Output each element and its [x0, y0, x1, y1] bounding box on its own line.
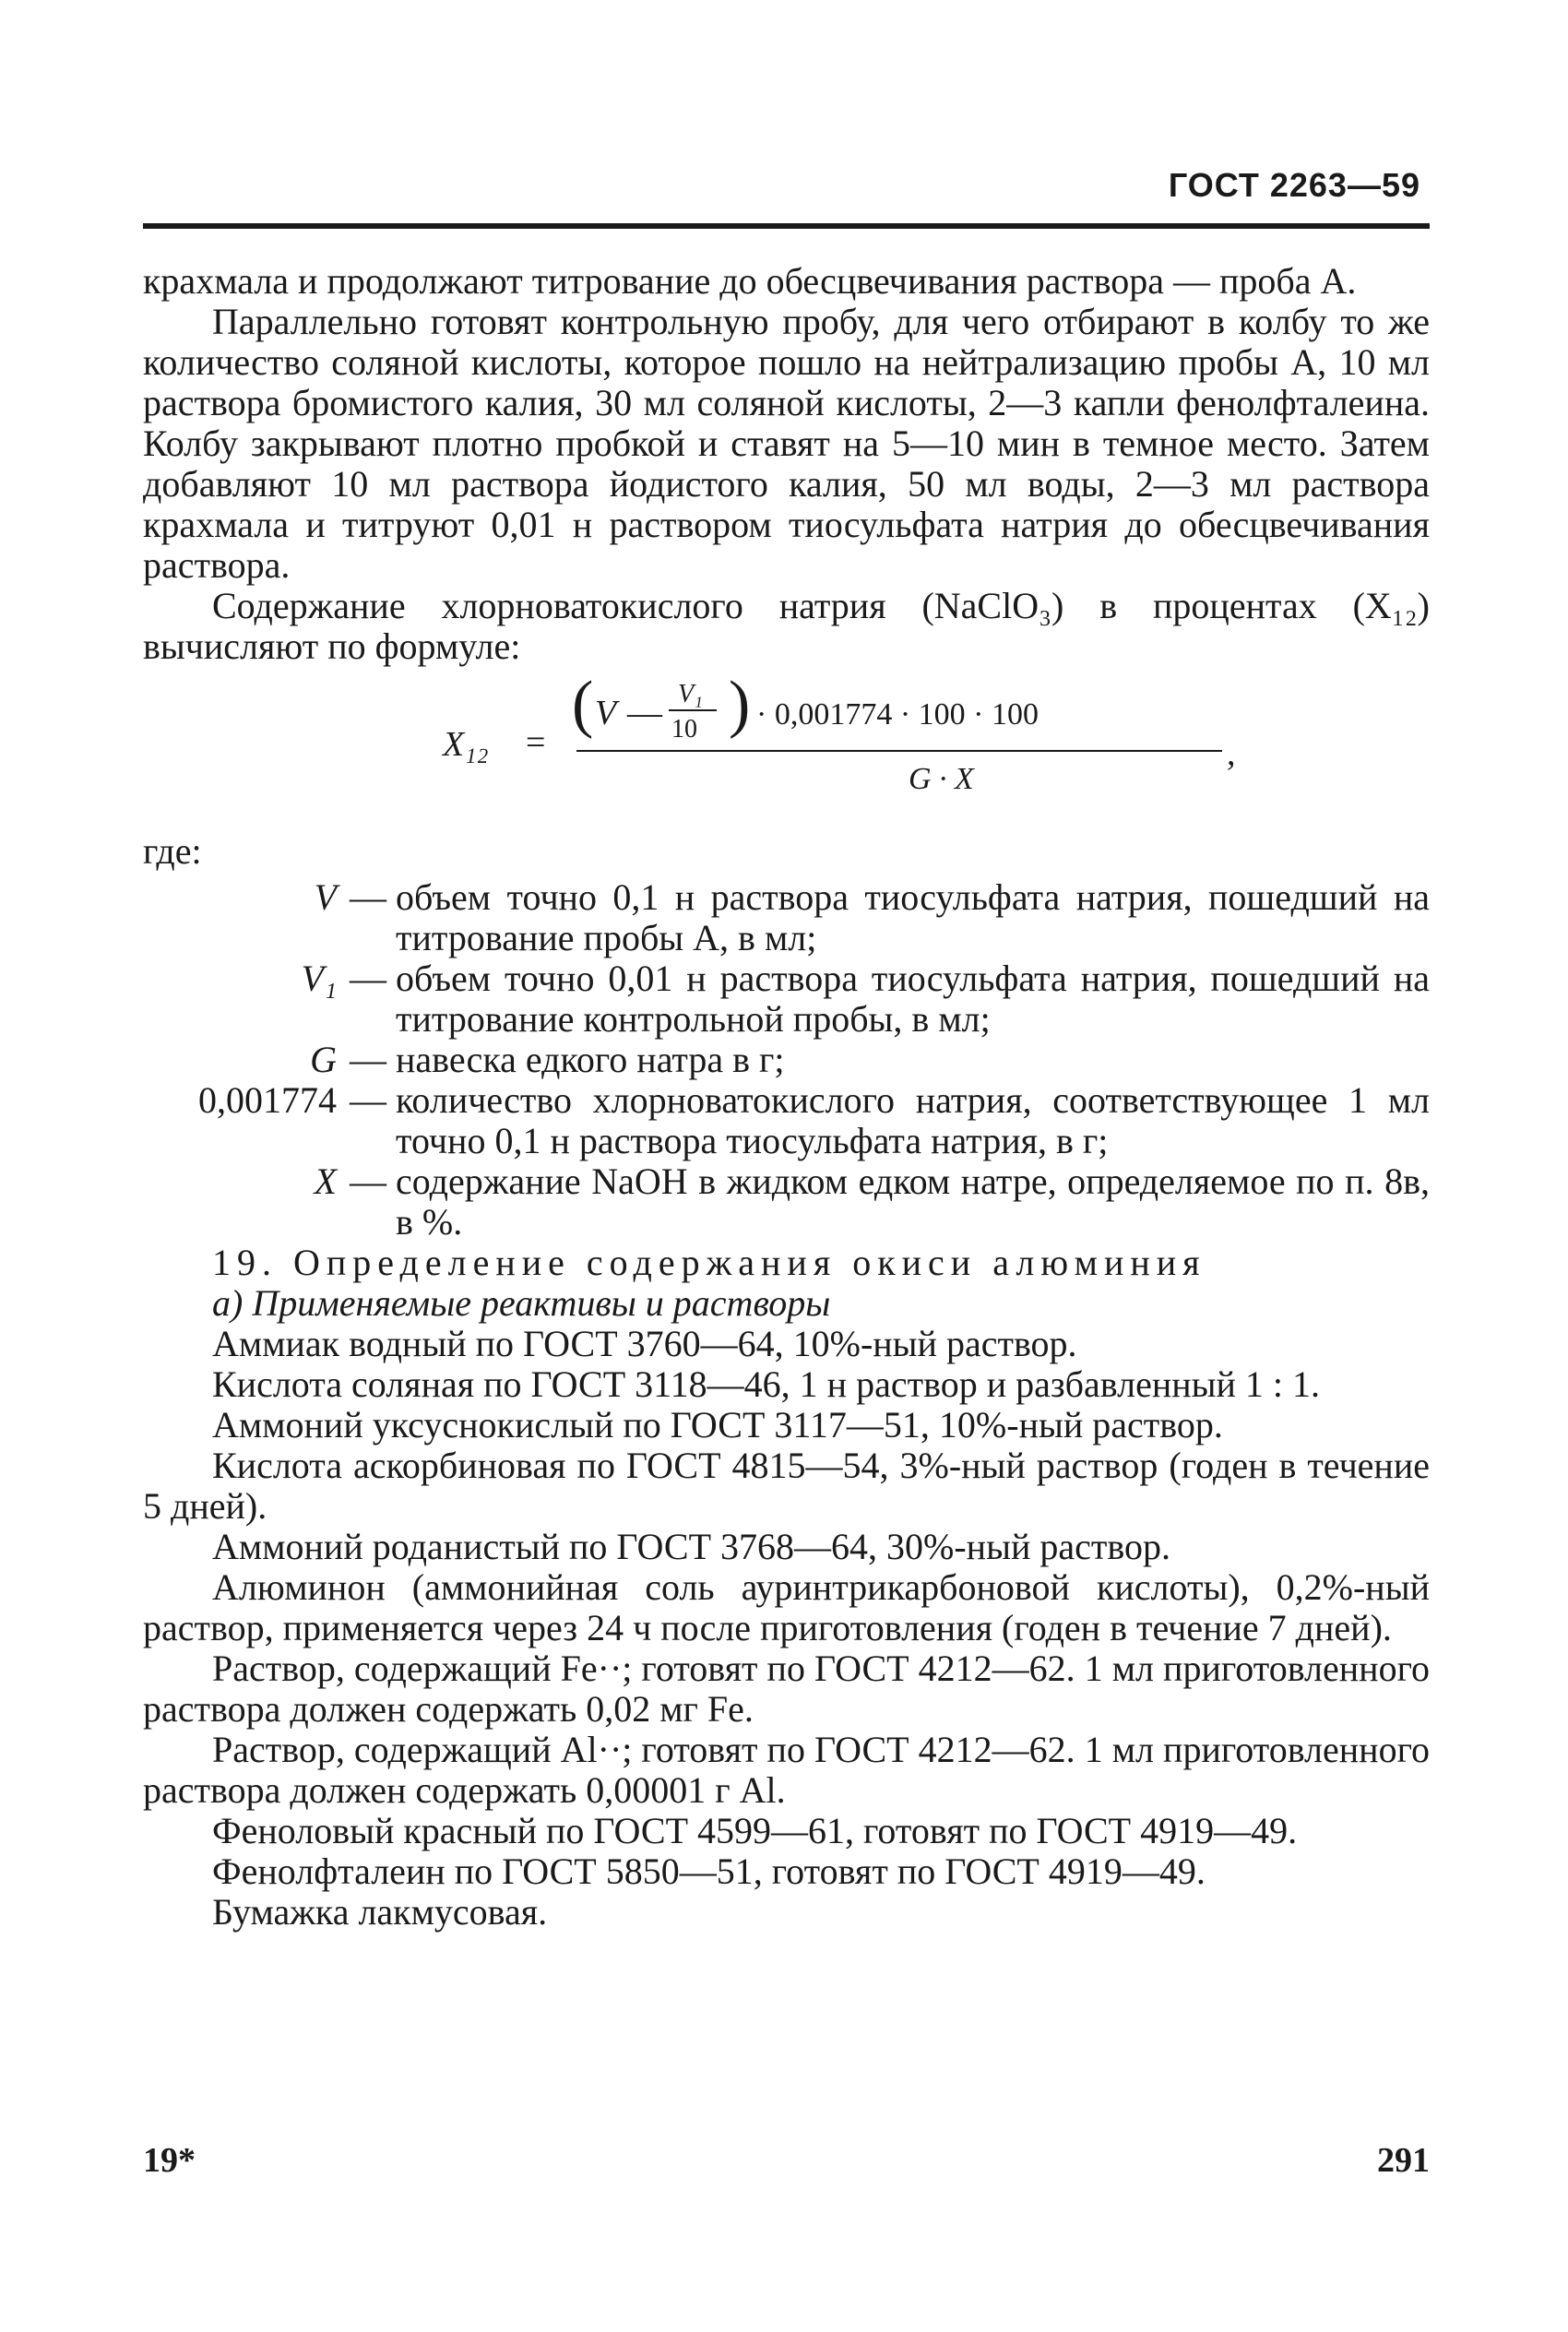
formula-lhs: X₁₂ [443, 725, 489, 764]
paragraph-continuation: крахмала и продолжают титрование до обесцвечивания раствора — проба А. [143, 260, 1357, 302]
definition-text: навеска едкого натра в г; [396, 1039, 785, 1080]
formula-x12 [143, 669, 1430, 816]
reagent-item: Аммоний уксуснокислый по ГОСТ 3117—51, 10%-ный раствор. [212, 1404, 1223, 1446]
definition-text: объем точно 0,1 н раствора тиосульфата натрия, пошедший на титрование пробы А, в мл; [396, 876, 1430, 958]
definition-symbol: V₁ [301, 958, 337, 999]
definition-row [143, 958, 1430, 1040]
definition-row [143, 1080, 1430, 1161]
definition-text: содержание NaOH в жидком едком натре, определяемое по п. 8в, в %. [396, 1160, 1430, 1243]
definition-row [143, 877, 1430, 958]
definition-symbol: G [310, 1039, 337, 1080]
header-rule [143, 223, 1430, 229]
section-heading: 19. Определение содержания окиси алюминия [212, 1242, 1206, 1283]
definitions-table [143, 877, 1430, 1243]
standard-number: ГОСТ 2263—59 [1168, 166, 1420, 204]
page-number: 291 [1377, 2141, 1430, 2180]
definition-dash: — [350, 1079, 386, 1121]
formula-fraction-bar [576, 750, 1222, 752]
reagent-item: Кислота аскорбиновая по ГОСТ 4815—54, 3%-ный раствор (годен в течение 5 дней). [143, 1445, 1430, 1527]
definition-row [143, 1161, 1430, 1243]
definition-row [143, 1040, 1430, 1080]
definition-symbol: V [314, 876, 337, 918]
formula-v: V [595, 694, 617, 732]
reagent-item: Алюминон (аммонийная соль ауринтрикарбоновой кислоты), 0,2%-ный раствор, применяется через 24 ч после приготовления (годен в течение 7 дней). [143, 1566, 1430, 1648]
formula-multipliers: · 0,001774 · 100 · 100 [756, 697, 1039, 732]
definition-dash: — [350, 1160, 386, 1202]
page-body [143, 261, 1430, 1933]
formula-equals: = [526, 723, 546, 762]
definition-dash: — [350, 876, 386, 918]
reagent-item: Аммоний роданистый по ГОСТ 3768—64, 30%-ный раствор. [212, 1526, 1170, 1567]
formula-denominator: G · X [909, 762, 974, 796]
formula-frac-denominator: 10 [671, 715, 697, 744]
page-header [143, 138, 1430, 240]
paren-right: ) [729, 669, 751, 740]
section-subheading: а) Применяемые реактивы и растворы [212, 1282, 831, 1324]
signature-mark: 19* [143, 2141, 196, 2180]
definition-symbol: X [314, 1160, 337, 1202]
formula-minus: — [627, 694, 662, 732]
reagent-item: Раствор, содержащий Al··; готовят по ГОСТ 4212—62. 1 мл приготовленного раствора должен содержать 0,00001 г Al. [143, 1729, 1430, 1811]
reagent-item: Аммиак водный по ГОСТ 3760—64, 10%-ный раствор. [212, 1323, 1077, 1364]
definition-dash: — [350, 1039, 386, 1080]
reagent-item: Раствор, содержащий Fe··; готовят по ГОСТ 4212—62. 1 мл приготовленного раствора должен содержать 0,02 мг Fe. [143, 1648, 1430, 1730]
formula-frac-numerator: V₁ [678, 680, 703, 708]
formula-numerator [572, 669, 1218, 744]
reagent-item: Феноловый красный по ГОСТ 4599—61, готовят по ГОСТ 4919—49. [212, 1810, 1298, 1851]
definition-text: количество хлорноватокислого натрия, соответствующее 1 мл точно 0,1 н раствора тиосульфата натрия, в г; [396, 1079, 1430, 1161]
definition-dash: — [350, 958, 386, 999]
reagent-item: Бумажка лакмусовая. [212, 1891, 548, 1933]
paren-left: ( [572, 669, 594, 740]
where-label: где: [143, 830, 202, 872]
reagent-item: Фенолфталеин по ГОСТ 5850—51, готовят по ГОСТ 4919—49. [212, 1850, 1206, 1892]
definition-symbol: 0,001774 [198, 1079, 337, 1121]
formula-comma: , [1227, 734, 1236, 773]
reagent-item: Кислота соляная по ГОСТ 3118—46, 1 н раствор и разбавленный 1 : 1. [212, 1363, 1321, 1405]
paragraph-control-sample: Параллельно готовят контрольную пробу, для чего отбирают в колбу то же количество соляной кислоты, которое пошло на нейтрализацию пробы А, 10 мл раствора бромистого калия, 30 мл соляной кислоты, 2—3 капли фенолфталеина. Колбу закрывают плотно пробкой и ставят на 5—10 мин в темное место. Затем добавляют 10 мл раствора йодистого калия, 50 мл воды, 2—3 мл раствора крахмала и титруют 0,01 н раствором тиосульфата натрия до обесцвечивания раствора. [143, 301, 1430, 586]
paragraph-formula-intro: Содержание хлорноватокислого натрия (NaClO₃) в процентах (X₁₂) вычисляют по формуле: [143, 585, 1430, 667]
definition-text: объем точно 0,01 н раствора тиосульфата натрия, пошедший на титрование контрольной пробы, в мл; [396, 958, 1430, 1040]
